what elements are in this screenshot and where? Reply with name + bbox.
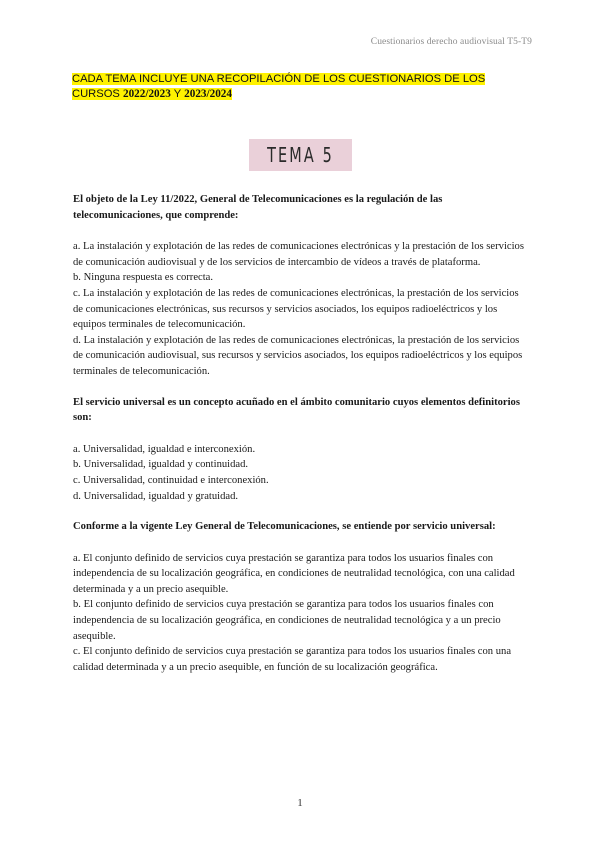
intro-line-2 bbox=[72, 88, 232, 100]
question-block bbox=[73, 192, 529, 380]
question-title: Conforme a la vigente Ley General de Telecomunicaciones, se entiende por servicio universal: bbox=[73, 521, 496, 533]
answer-option: a. La instalación y explotación de las redes de comunicaciones electrónicas y la prestación de los servicios de comunicación audiovisual y de los servicios de intercambio de vídeos a través de plataforma. bbox=[73, 241, 524, 268]
answer-option: b. Ninguna respuesta es correcta. bbox=[73, 272, 214, 284]
question-block bbox=[73, 519, 529, 675]
section-heading-tema: TEMA 5 bbox=[249, 139, 352, 171]
question-block bbox=[73, 395, 529, 505]
answer-option: c. La instalación y explotación de las redes de comunicaciones electrónicas, la prestación de los servicios de comunicaciones electrónicas, sus recursos y servicios asociados, los equipos radioeléctricos y los equipos terminales de telecomunicación. bbox=[73, 287, 519, 331]
intro-notice bbox=[72, 72, 528, 102]
intro-conjunction: Y bbox=[170, 88, 185, 100]
answer-option: d. La instalación y explotación de las redes de comunicaciones electrónicas, la prestación de los servicios de comunicación audiovisual, sus recursos y servicios asociados, los equipos radioeléctricos y los equipos terminales de telecomunicación. bbox=[73, 334, 523, 377]
answer-option: c. Universalidad, continuidad e interconexión. bbox=[73, 474, 269, 486]
intro-year-1: 2022/2023 bbox=[122, 88, 171, 100]
intro-line-1: CADA TEMA INCLUYE UNA RECOPILACIÓN DE LOS CUESTIONARIOS DE LOS bbox=[72, 73, 486, 85]
intro-line-2-prefix: CURSOS bbox=[72, 88, 123, 100]
questions-container bbox=[73, 192, 529, 690]
answer-option: b. El conjunto definido de servicios cuya prestación se garantiza para todos los usuarios finales con independencia de su localización geográfica, en condiciones de neutralidad tecnológica y a un precio asequible. bbox=[73, 599, 501, 642]
answer-option: a. El conjunto definido de servicios cuya prestación se garantiza para todos los usuarios finales con independencia de su localización geográfica, en condiciones de neutralidad tecnológica, con una calidad determinada y a un precio asequible. bbox=[73, 552, 515, 595]
answer-option: c. El conjunto definido de servicios cuya prestación se garantiza para todos los usuarios finales con una calidad determinada y a un precio asequible, en función de su localización geográfica. bbox=[73, 646, 512, 673]
answer-option: a. Universalidad, igualdad e interconexión. bbox=[73, 443, 256, 455]
question-title: El objeto de la Ley 11/2022, General de Telecomunicaciones es la regulación de las telecomunicaciones, que comprende: bbox=[73, 194, 443, 221]
page-number: 1 bbox=[297, 797, 303, 809]
running-header: Cuestionarios derecho audiovisual T5-T9 bbox=[370, 37, 532, 47]
intro-year-2: 2023/2024 bbox=[184, 88, 232, 100]
question-title: El servicio universal es un concepto acuñado en el ámbito comunitario cuyos elementos definitorios son: bbox=[73, 396, 520, 424]
answer-option: d. Universalidad, igualdad y gratuidad. bbox=[73, 490, 239, 502]
answer-option: b. Universalidad, igualdad y continuidad. bbox=[73, 459, 249, 471]
